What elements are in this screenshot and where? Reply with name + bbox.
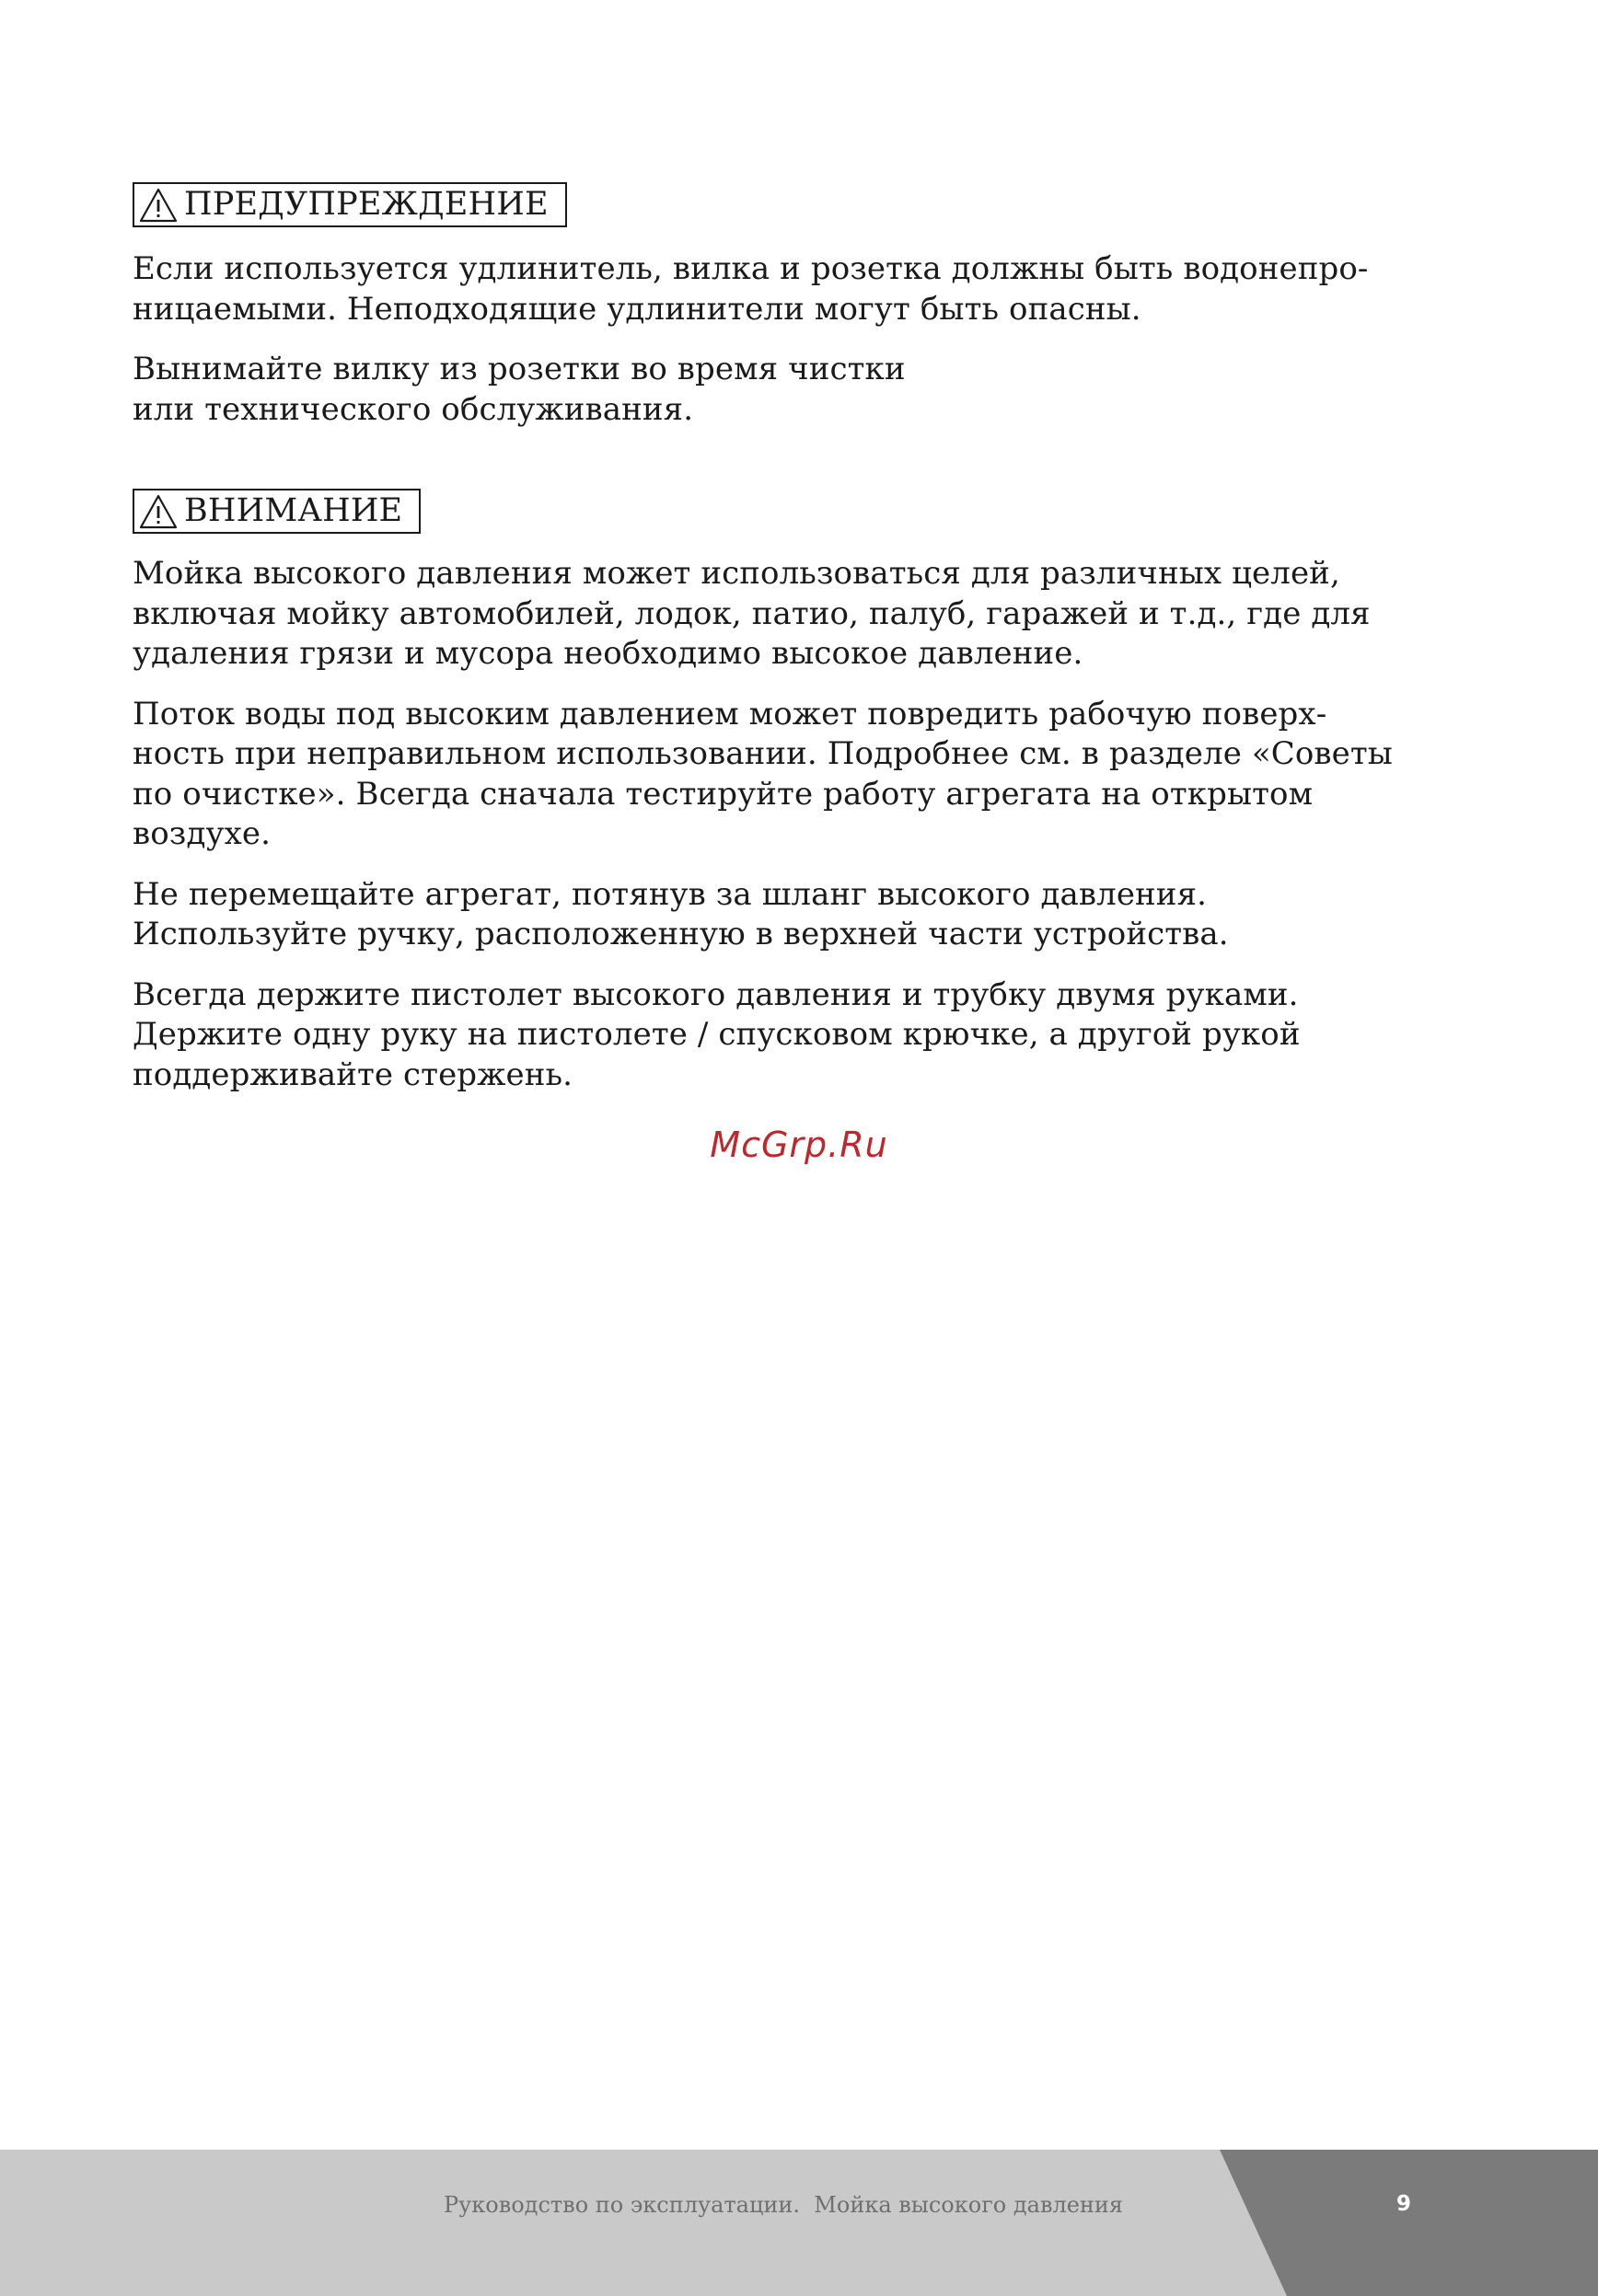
footer-title: Руководство по эксплуатации. Мойка высокого давления (444, 2192, 1124, 2218)
warning-heading (133, 182, 567, 227)
footer-dark-panel (0, 2150, 1598, 2296)
warning-triangle-icon (138, 187, 179, 224)
page-footer (0, 2150, 1598, 2296)
caution-paragraph-4: Всегда держите пистолет высокого давления и трубку двумя руками. Держите одну руку на пистолете / спусковом крючке, а другой рукой поддерживайте стержень. (133, 975, 1301, 1093)
caution-paragraph-3: Не перемещайте агрегат, потянув за шланг высокого давления. Используйте ручку, расположенную в верхней части устройства. (133, 875, 1229, 952)
caution-paragraph-1: Мойка высокого давления может использоваться для различных целей, включая мойку автомобилей, лодок, патио, палуб, гаражей и т.д., где для удаления грязи и мусора необходимо высокое давление. (133, 555, 1371, 672)
page-number: 9 (1395, 2192, 1411, 2216)
warning-heading-text: ПРЕДУПРЕЖДЕНИЕ (184, 186, 549, 223)
page-content (133, 182, 1458, 1095)
caution-paragraph-2: Поток воды под высоким давлением может повредить рабочую поверх- ность при неправильном использовании. Подробнее см. в разделе «Советы по очистке». Всегда сначала тестируйте работу агрегата на открытом воздухе. (133, 695, 1393, 852)
watermark: McGrp.Ru (710, 1125, 888, 1165)
warning-paragraph-1: Если используется удлинитель, вилка и розетка должны быть водонепро- ницаемыми. Неподходящие удлинители могут быть опасны. (133, 250, 1369, 328)
warning-paragraph-2: Вынимайте вилку из розетки во время чистки или технического обслуживания. (133, 351, 906, 428)
caution-heading-text: ВНИМАНИЕ (184, 492, 403, 529)
caution-heading (133, 489, 421, 534)
warning-triangle-icon (138, 493, 179, 530)
